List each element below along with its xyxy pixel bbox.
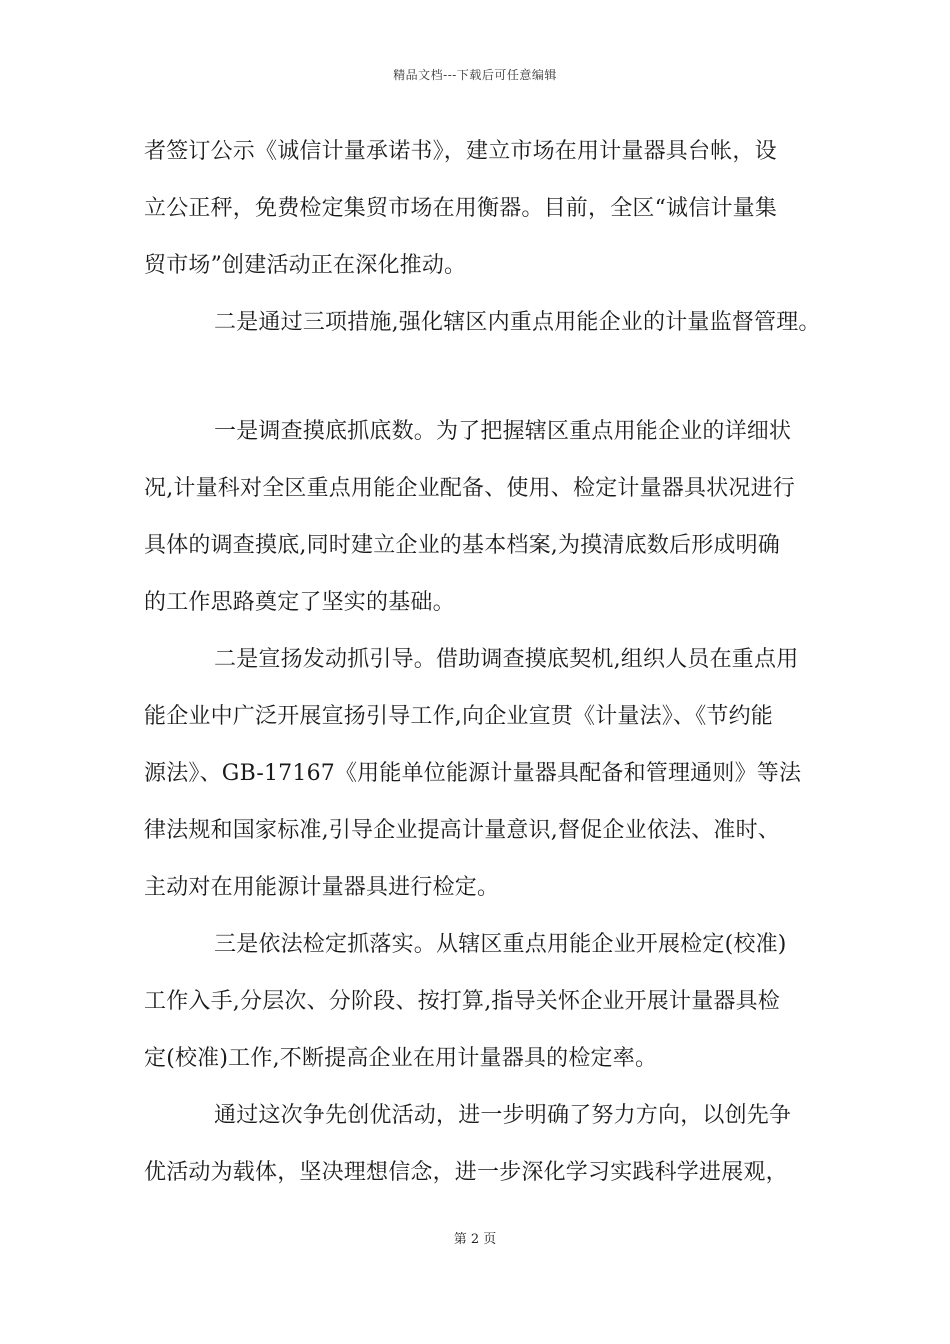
text-line: 二是宣扬发动抓引导。借助调查摸底契机,组织人员在重点用 xyxy=(214,647,799,672)
text-line: 能企业中广泛开展宣扬引导工作,向企业宣贯《计量法》、《节约能 xyxy=(144,704,773,729)
text-line: 工作入手,分层次、分阶段、按打算,指导关怀企业开展计量器具检 xyxy=(144,989,780,1014)
text-line: 优活动为载体，坚决理想信念，进一步深化学习实践科学进展观， xyxy=(144,1160,788,1185)
text-line: 立公正秤，免费检定集贸市场在用衡器。目前，全区“诚信计量集 xyxy=(144,196,778,221)
text-line: 律法规和国家标准,引导企业提高计量意识,督促企业依法、准时、 xyxy=(144,818,780,843)
text-line: 二是通过三项措施,强化辖区内重点用能企业的计量监督管理。 xyxy=(214,310,821,335)
text-line: 况,计量科对全区重点用能企业配备、使用、检定计量器具状况进行 xyxy=(144,476,795,501)
text-line: 具体的调查摸底,同时建立企业的基本档案,为摸清底数后形成明确 xyxy=(144,533,780,558)
paragraph-gap xyxy=(144,360,806,412)
text-line: 一是调查摸底抓底数。为了把握辖区重点用能企业的详细状 xyxy=(214,419,792,444)
text-line: 主动对在用能源计量器具进行检定。 xyxy=(144,875,500,900)
text-line: 通过这次争先创优活动，进一步明确了努力方向，以创先争 xyxy=(214,1103,792,1128)
paragraph-6 xyxy=(144,1096,806,1210)
text-line: 的工作思路奠定了坚实的基础。 xyxy=(144,590,455,615)
page-header: 精品文档---下载后可任意编辑 xyxy=(393,68,557,82)
paragraph-4 xyxy=(144,640,806,925)
text-line: 定(校准)工作,不断提高企业在用计量器具的检定率。 xyxy=(144,1046,658,1071)
text-line: 三是依法检定抓落实。从辖区重点用能企业开展检定(校准) xyxy=(214,932,787,957)
document-body xyxy=(144,132,821,1210)
text-line: 者签订公示《诚信计量承诺书》，建立市场在用计量器具台帐，设 xyxy=(144,139,777,164)
paragraph-3 xyxy=(144,412,806,640)
paragraph-2 xyxy=(144,303,821,360)
page-number: 第 2 页 xyxy=(453,1232,497,1247)
paragraph-1 xyxy=(144,132,806,303)
paragraph-5 xyxy=(144,925,806,1096)
text-line: 源法》、GB-17167《用能单位能源计量器具配备和管理通则》等法 xyxy=(144,761,802,786)
text-line: 贸市场”创建活动正在深化推动。 xyxy=(144,253,467,278)
